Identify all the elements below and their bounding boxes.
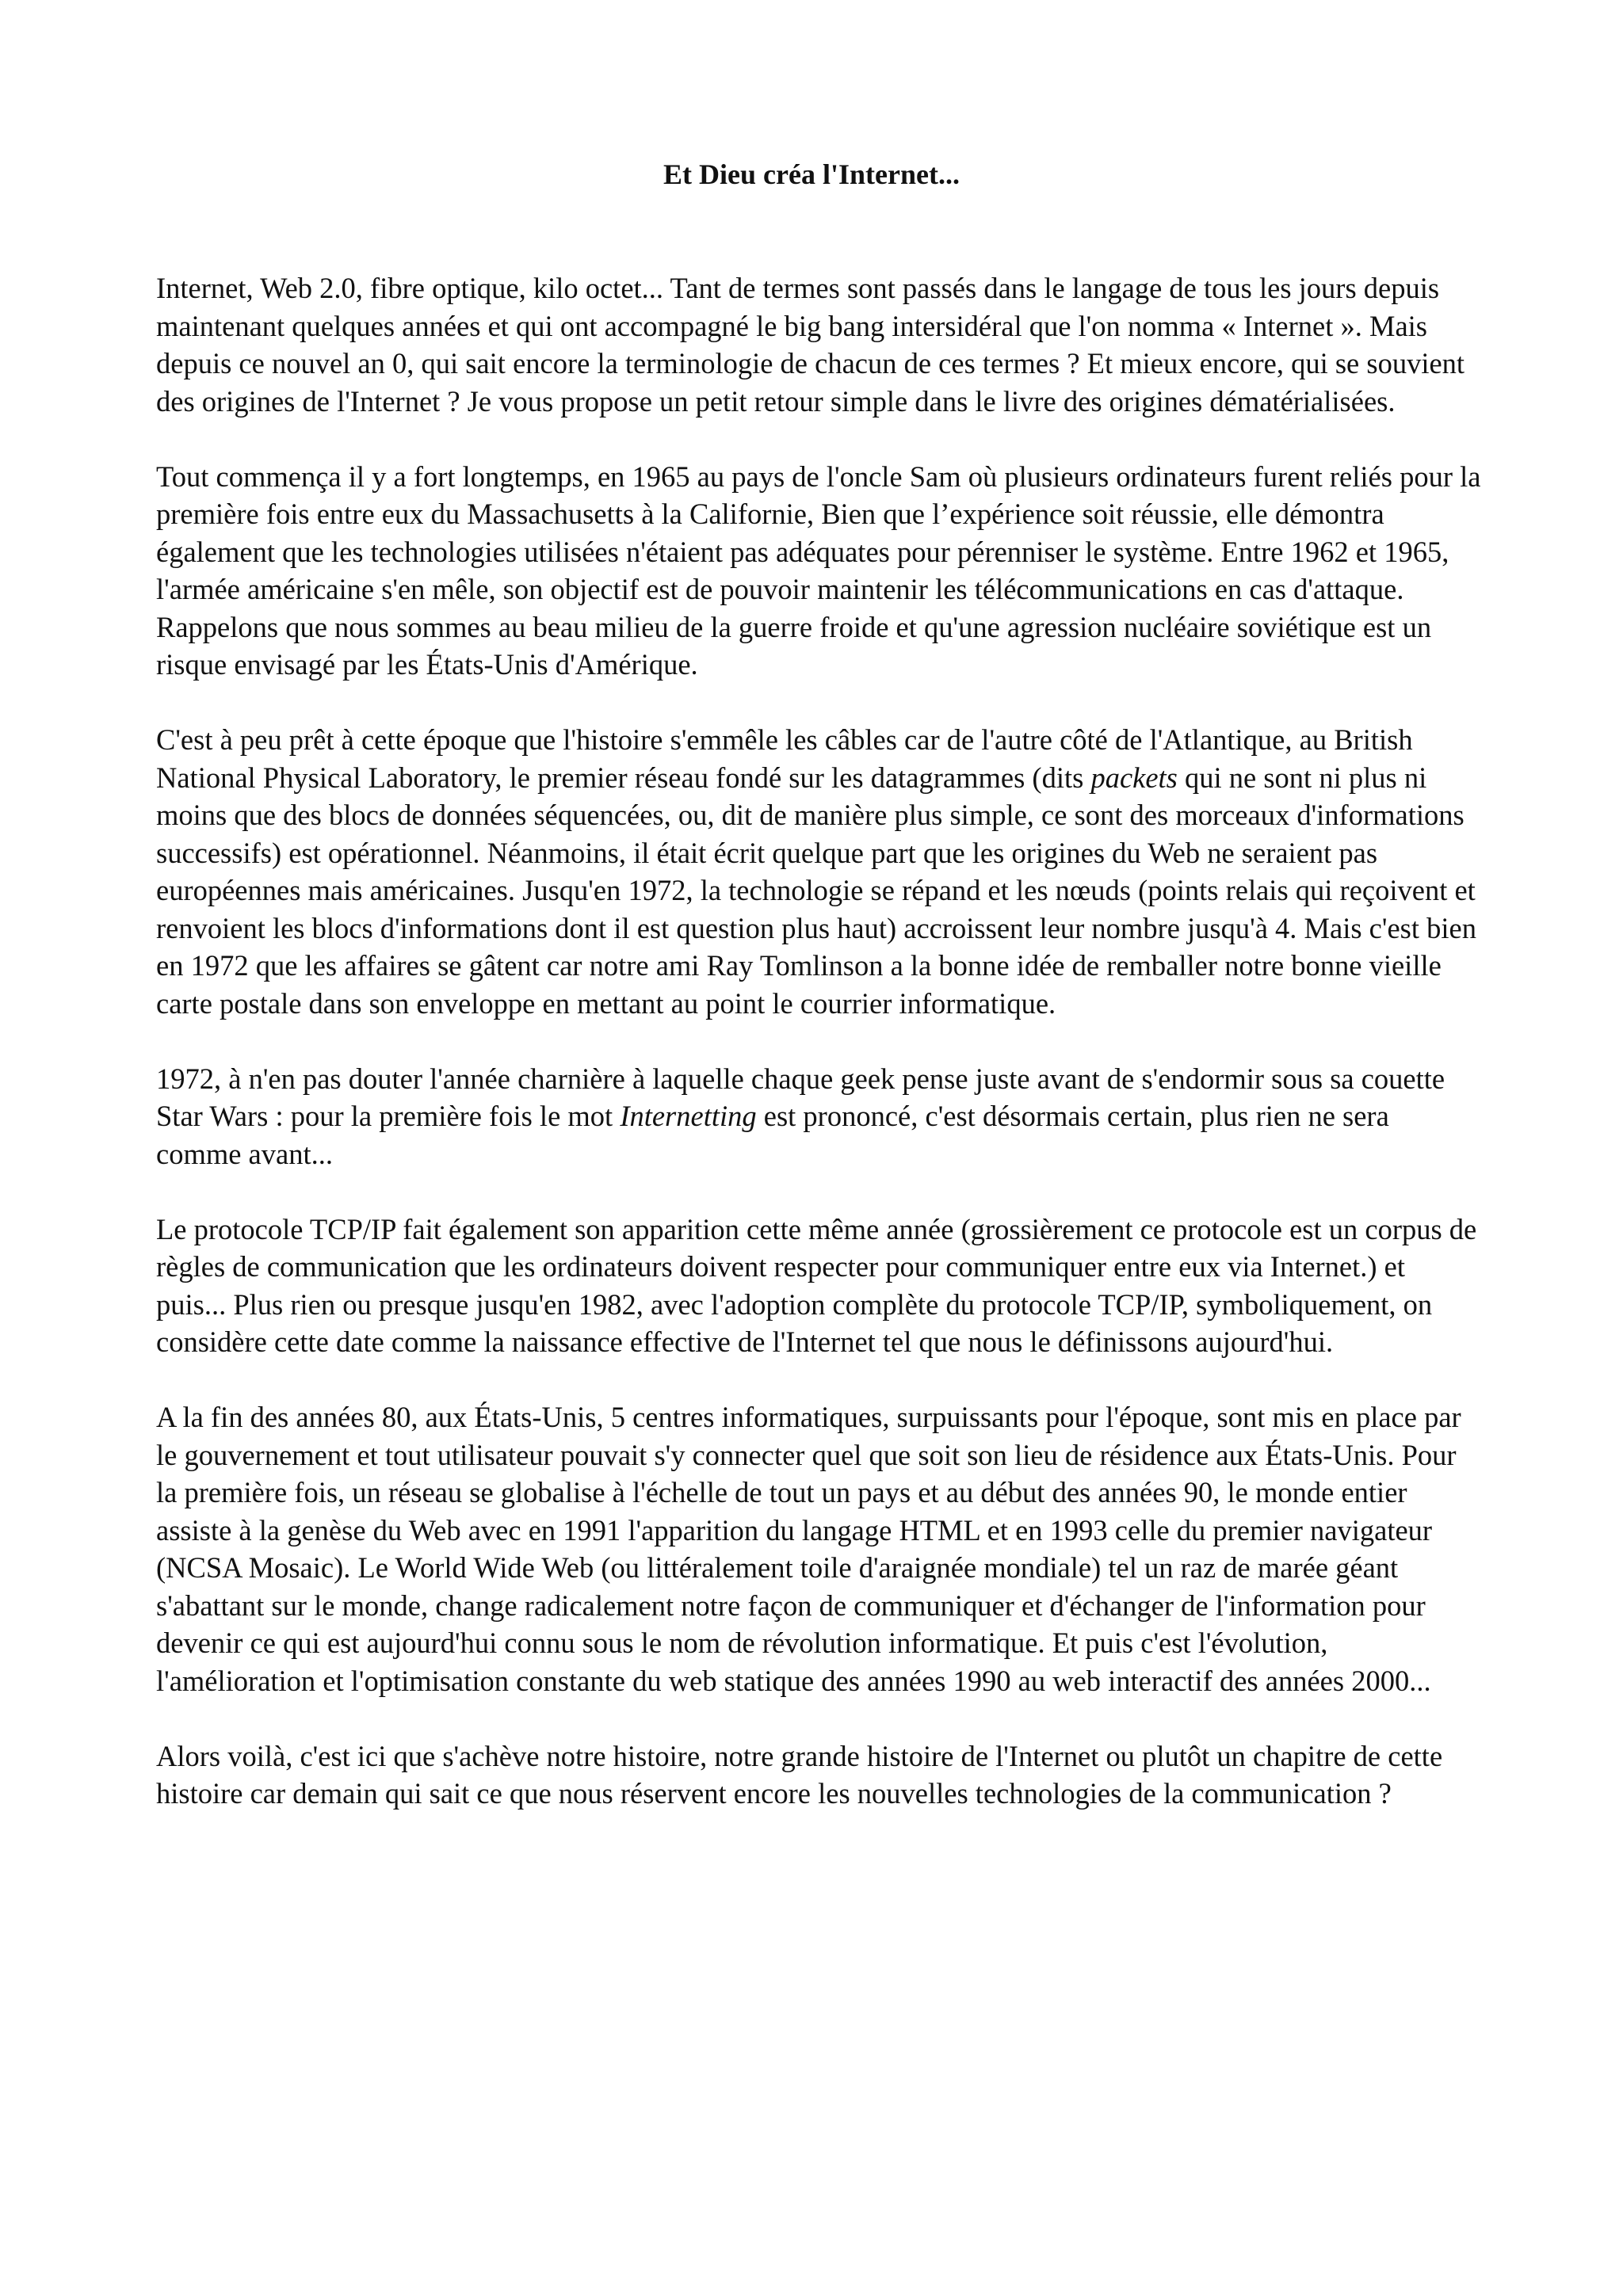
paragraph-packets [156,721,1481,1022]
paragraph-1972-text-before: 1972, à n'en pas douter l'année charnière à laquelle chaque geek pense juste avant de s'endormir sous sa couette Star Wars : pour la première fois le mot [156,1062,1445,1132]
paragraph-packets-text-before: C'est à peu prêt à cette époque que l'histoire s'emmêle les câbles car de l'autre côté de l'Atlantique, au British National Physical Laboratory, le premier réseau fondé sur les datagrammes (dits [156,723,1413,794]
paragraph-1972 [156,1060,1481,1173]
paragraph-world-wide-web: A la fin des années 80, aux États-Unis, 5 centres informatiques, surpuissants pour l'époque, sont mis en place par le gouvernement et tout utilisateur pouvait s'y connecter quel que soit son lieu de résidence aux États-Unis. Pour la première fois, un réseau se globalise à l'échelle de tout un pays et au début des années 90, le monde entier assiste à la genèse du Web avec en 1991 l'apparition du langage HTML et en 1993 celle du premier navigateur (NCSA Mosaic). Le World Wide Web (ou littéralement toile d'araignée mondiale) tel un raz de marée géant s'abattant sur le monde, change radicalement notre façon de communiquer et d'échanger de l'information pour devenir ce qui est aujourd'hui connu sous le nom de révolution informatique. Et puis c'est l'évolution, l'amélioration et l'optimisation constante du web statique des années 1990 au web interactif des années 2000... [156,1401,1461,1697]
paragraph-packets-emphasis: packets [1090,761,1178,794]
paragraph-packets-text-after: qui ne sont ni plus ni moins que des blocs de données séquencées, ou, dit de manière plus simple, ce sont des morceaux d'informations successifs) est opérationnel. Néanmoins, il était écrit quelque part que les origines du Web ne seraient pas européennes mais américaines. Jusqu'en 1972, la technologie se répand et les nœuds (points relais qui reçoivent et renvoient les blocs d'informations dont il est question plus haut) accroissent leur nombre jusqu'à 4. Mais c'est bien en 1972 que les affaires se gâtent car notre ami Ray Tomlinson a la bonne idée de remballer notre bonne vieille carte postale dans son enveloppe en mettant au point le courrier informatique. [156,761,1476,1020]
paragraph-tcp-ip: Le protocole TCP/IP fait également son apparition cette même année (grossièrement ce protocole est un corpus de règles de communication que les ordinateurs doivent respecter pour communiquer entre eux via Internet.) et puis... Plus rien ou presque jusqu'en 1982, avec l'adoption complète du protocole TCP/IP, symboliquement, on considère cette date comme la naissance effective de l'Internet tel que nous le définissons aujourd'hui. [156,1212,1477,1358]
paragraph-origins-1965: Tout commença il y a fort longtemps, en 1965 au pays de l'oncle Sam où plusieurs ordinateurs furent reliés pour la première fois entre eux du Massachusetts à la Californie, Bien que l’expérience soit réussie, elle démontra également que les technologies utilisées n'étaient pas adéquates pour pérenniser le système. Entre 1962 et 1965, l'armée américaine s'en mêle, son objectif est de pouvoir maintenir les télécommunications en cas d'attaque. Rappelons que nous sommes au beau milieu de la guerre froide et qu'une agression nucléaire soviétique est un risque envisagé par les États-Unis d'Amérique. [156,460,1481,681]
paragraph-conclusion: Alors voilà, c'est ici que s'achève notre histoire, notre grande histoire de l'Internet ou plutôt un chapitre de cette histoire car demain qui sait ce que nous réservent encore les nouvelles technologies de la communication ? [156,1739,1443,1810]
document-body [156,269,1481,1813]
document-title: Et Dieu créa l'Internet... [663,158,960,190]
paragraph-intro: Internet, Web 2.0, fibre optique, kilo octet... Tant de termes sont passés dans le langage de tous les jours depuis maintenant quelques années et qui ont accompagné le big bang intersidéral que l'on nomma « Internet ». Mais depuis ce nouvel an 0, qui sait encore la terminologie de chacun de ces termes ? Et mieux encore, qui se souvient des origines de l'Internet ? Je vous propose un petit retour simple dans le livre des origines dématérialisées. [156,272,1465,418]
paragraph-1972-text-after: est prononcé, c'est désormais certain, plus rien ne sera comme avant... [156,1100,1389,1170]
paragraph-1972-emphasis: Internetting [620,1100,757,1132]
